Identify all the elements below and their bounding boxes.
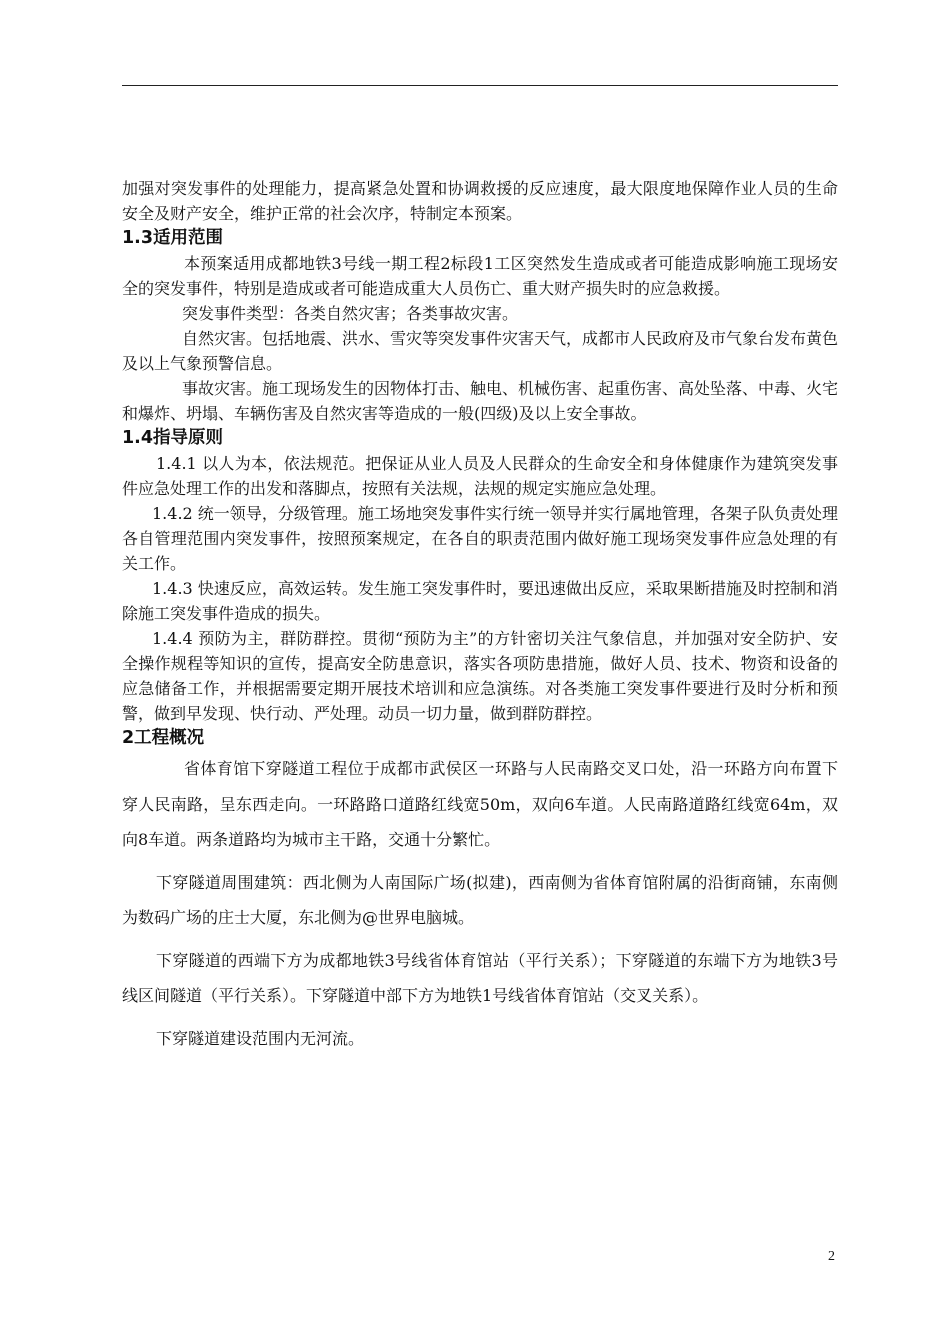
paragraph: 下穿隧道的西端下方为成都地铁3号线省体育馆站（平行关系）；下穿隧道的东端下方为地铁3号线区间隧道（平行关系）。下穿隧道中部下方为地铁1号线省体育馆站（交叉关系）。 [122, 950, 838, 1005]
paragraph: 省体育馆下穿隧道工程位于成都市武侯区一环路与人民南路交叉口处，沿一环路方向布置下穿人民南路，呈东西走向。一环路路口道路红线宽50m，双向6车道。人民南路道路红线宽64m，双向8车道。两条道路均为城市主干路，交通十分繁忙。 [122, 759, 838, 849]
paragraph: 下穿隧道建设范围内无河流。 [156, 1028, 365, 1048]
section-heading-1-4: 1.4指导原则 [122, 428, 224, 448]
paragraph: 事故灾害。施工现场发生的因物体打击、触电、机械伤害、起重伤害、高处坠落、中毒、火宅和爆炸、坍塌、车辆伤害及自然灾害等造成的一般(四级)及以上安全事故。 [122, 379, 839, 423]
paragraph: 1.4.1 以人为本，依法规范。把保证从业人员及人民群众的生命安全和身体健康作为建筑突发事件应急处理工作的出发和落脚点，按照有关法规，法规的规定实施应急处理。 [122, 454, 838, 498]
header-rule [122, 85, 838, 86]
paragraph: 1.4.2 统一领导，分级管理。施工场地突发事件实行统一领导并实行属地管理，各架子队负责处理各自管理范围内突发事件，按照预案规定，在各自的职责范围内做好施工现场突发事件应急处理的有关工作。 [122, 504, 838, 573]
paragraph: 1.4.4 预防为主，群防群控。贯彻“预防为主”的方针密切关注气象信息，并加强对安全防护、安全操作规程等知识的宣传，提高安全防患意识，落实各项防患措施，做好人员、技术、物资和设备的应急储备工作，并根据需要定期开展技术培训和应急演练。对各类施工突发事件要进行及时分析和预警，做到早发现、快行动、严处理。动员一切力量，做到群防群控。 [122, 629, 838, 723]
intro-paragraph: 加强对突发事件的处理能力，提高紧急处置和协调救援的反应速度，最大限度地保障作业人员的生命安全及财产安全，维护正常的社会次序，特制定本预案。 [122, 179, 838, 223]
paragraph: 自然灾害。包括地震、洪水、雪灾等突发事件灾害天气，成都市人民政府及市气象台发布黄色及以上气象预警信息。 [122, 329, 839, 373]
document-body [122, 176, 838, 1056]
paragraph: 本预案适用成都地铁3号线一期工程2标段1工区突然发生造成或者可能造成影响施工现场安全的突发事件，特别是造成或者可能造成重大人员伤亡、重大财产损失时的应急救援。 [122, 254, 838, 298]
section-heading-1-3: 1.3适用范围 [122, 228, 224, 248]
paragraph: 下穿隧道周围建筑：西北侧为人南国际广场(拟建)，西南侧为省体育馆附属的沿街商铺，东南侧为数码广场的庄士大厦，东北侧为@世界电脑城。 [122, 872, 838, 927]
section-heading-2: 2工程概况 [122, 728, 205, 748]
section-2-body [122, 751, 838, 1056]
page-number: 2 [828, 1249, 835, 1264]
paragraph: 1.4.3 快速反应，高效运转。发生施工突发事件时，要迅速做出反应，采取果断措施及时控制和消除施工突发事件造成的损失。 [122, 579, 838, 623]
paragraph: 突发事件类型：各类自然灾害；各类事故灾害。 [182, 304, 519, 323]
